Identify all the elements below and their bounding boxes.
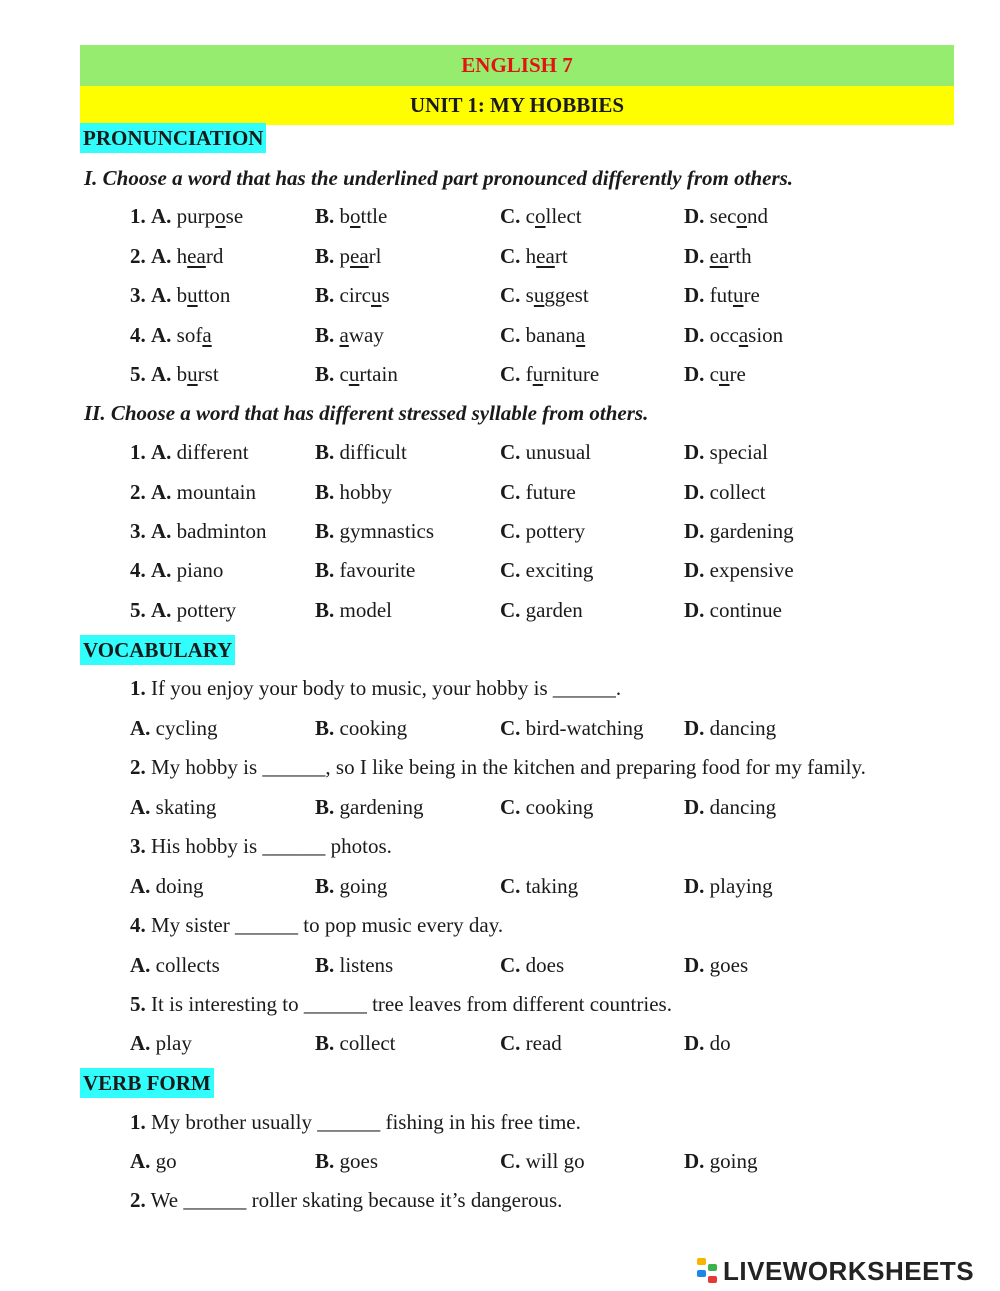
option-text: collect — [709, 480, 766, 504]
word-part: way — [348, 323, 384, 347]
answer-option[interactable] — [130, 480, 256, 505]
answer-option[interactable] — [500, 558, 593, 583]
option-text: continue — [709, 598, 782, 622]
underlined-part: a — [339, 323, 349, 347]
answer-option[interactable] — [130, 204, 243, 229]
option-letter: D. — [684, 558, 705, 582]
option-text: playing — [709, 874, 773, 898]
answer-option[interactable] — [684, 558, 794, 583]
option-letter: B. — [315, 953, 335, 977]
word-part: purp — [176, 204, 216, 228]
course-title: ENGLISH 7 — [461, 53, 573, 77]
question-text — [130, 834, 392, 859]
answer-option[interactable] — [500, 953, 564, 978]
underlined-part: u — [371, 283, 382, 307]
word-part: occ — [709, 323, 739, 347]
underlined-part: u — [187, 283, 198, 307]
question-stem: My hobby is ______, so I like being in the kitchen and preparing food for my family. — [151, 755, 866, 779]
option-letter: B. — [315, 323, 335, 347]
answer-option[interactable] — [684, 953, 748, 978]
word-part: rth — [728, 244, 752, 268]
option-letter: A. — [151, 323, 172, 347]
option-text: skating — [155, 795, 217, 819]
answer-option[interactable] — [500, 874, 578, 899]
answer-option[interactable] — [315, 323, 384, 348]
question-number: 3. — [130, 834, 146, 858]
option-letter: B. — [315, 1031, 335, 1055]
underlined-part: u — [533, 283, 545, 307]
option-letter: C. — [500, 716, 521, 740]
option-letter: D. — [684, 204, 705, 228]
option-text: mountain — [176, 480, 256, 504]
question-row — [0, 1031, 1000, 1061]
option-text: going — [709, 1149, 758, 1173]
option-text: does — [525, 953, 565, 977]
question-number: 4. — [130, 323, 146, 347]
option-letter: D. — [684, 953, 705, 977]
word-part: b — [339, 204, 351, 228]
word-part: sion — [748, 323, 784, 347]
question-number: 5. — [130, 992, 146, 1016]
answer-option[interactable] — [130, 519, 267, 544]
question-text — [130, 992, 672, 1017]
question-stem: My sister ______ to pop music every day. — [151, 913, 504, 937]
question-number: 2. — [130, 755, 146, 779]
word-part: f — [525, 362, 533, 386]
option-letter: B. — [315, 283, 335, 307]
option-letter: A. — [151, 598, 172, 622]
option-text: special — [709, 440, 768, 464]
option-letter: C. — [500, 440, 521, 464]
option-letter: D. — [684, 480, 705, 504]
option-text: will go — [525, 1149, 585, 1173]
option-text: different — [176, 440, 249, 464]
word-part: b — [176, 283, 188, 307]
option-letter: D. — [684, 362, 705, 386]
question-text — [130, 755, 866, 780]
question-row — [0, 204, 1000, 234]
word-part: re — [743, 283, 760, 307]
word-part: s — [525, 283, 534, 307]
underlined-part: u — [532, 362, 544, 386]
part1-instruction: I. Choose a word that has the underlined part pronounced differently from others. — [84, 166, 794, 190]
option-letter: B. — [315, 519, 335, 543]
option-text: goes — [709, 953, 749, 977]
answer-option[interactable] — [315, 440, 407, 465]
option-text: garden — [525, 598, 583, 622]
word-part: c — [709, 362, 719, 386]
word-part: sec — [709, 204, 737, 228]
underlined-part: ea — [350, 244, 369, 268]
option-letter: D. — [684, 519, 705, 543]
answer-option[interactable] — [684, 1149, 758, 1174]
option-text: piano — [176, 558, 224, 582]
answer-option[interactable] — [684, 440, 768, 465]
option-text: future — [525, 480, 576, 504]
option-text: expensive — [709, 558, 794, 582]
word-part: b — [176, 362, 188, 386]
option-text: exciting — [525, 558, 594, 582]
word-part: sof — [176, 323, 203, 347]
answer-option[interactable] — [315, 362, 398, 387]
word-part: rd — [205, 244, 224, 268]
option-letter: B. — [315, 244, 335, 268]
option-text: dancing — [709, 795, 777, 819]
answer-option[interactable] — [315, 598, 392, 623]
answer-option[interactable] — [130, 244, 223, 269]
option-text: do — [709, 1031, 731, 1055]
option-text: model — [339, 598, 393, 622]
option-text: doing — [155, 874, 204, 898]
word-part: llect — [545, 204, 582, 228]
option-letter: C. — [500, 204, 521, 228]
answer-option[interactable] — [315, 283, 390, 308]
option-letter: B. — [315, 1149, 335, 1173]
answer-option[interactable] — [500, 244, 568, 269]
question-row — [0, 244, 1000, 274]
question-row — [0, 953, 1000, 983]
question-row — [0, 283, 1000, 313]
answer-option[interactable] — [315, 1031, 395, 1056]
option-letter: B. — [315, 440, 335, 464]
word-part: s — [381, 283, 390, 307]
answer-option[interactable] — [684, 716, 776, 741]
option-letter: A. — [151, 558, 172, 582]
answer-option[interactable] — [500, 519, 585, 544]
word-part: p — [339, 244, 351, 268]
answer-option[interactable] — [684, 204, 768, 229]
question-row — [0, 598, 1000, 628]
question-stem: If you enjoy your body to music, your hobby is ______. — [151, 676, 622, 700]
answer-option[interactable] — [130, 440, 249, 465]
option-letter: C. — [500, 480, 521, 504]
option-text: read — [525, 1031, 562, 1055]
answer-option[interactable] — [500, 1031, 562, 1056]
option-letter: A. — [130, 716, 151, 740]
option-text: gardening — [339, 795, 424, 819]
underlined-part: u — [733, 283, 744, 307]
option-letter: D. — [684, 598, 705, 622]
option-letter: A. — [151, 244, 172, 268]
underlined-part: a — [202, 323, 212, 347]
option-letter: A. — [130, 953, 151, 977]
word-part: fut — [709, 283, 733, 307]
answer-option[interactable] — [315, 716, 407, 741]
question-number: 4. — [130, 913, 146, 937]
option-text: goes — [339, 1149, 379, 1173]
question-number: 1. — [130, 204, 146, 228]
question-stem: My brother usually ______ fishing in his free time. — [151, 1110, 581, 1134]
question-row — [0, 362, 1000, 392]
option-letter: B. — [315, 874, 335, 898]
option-text: gardening — [709, 519, 794, 543]
option-letter: B. — [315, 716, 335, 740]
pronunciation-heading: PRONUNCIATION — [80, 123, 266, 153]
question-stem: It is interesting to ______ tree leaves from different countries. — [151, 992, 672, 1016]
underlined-part: a — [575, 323, 586, 347]
answer-option[interactable] — [684, 362, 746, 387]
answer-option[interactable] — [130, 283, 230, 308]
option-letter: B. — [315, 558, 335, 582]
option-letter: C. — [500, 244, 521, 268]
option-text: favourite — [339, 558, 416, 582]
option-letter: D. — [684, 795, 705, 819]
option-letter: C. — [500, 1031, 521, 1055]
answer-option[interactable] — [500, 598, 583, 623]
course-title-band — [80, 45, 954, 86]
option-letter: A. — [130, 1031, 151, 1055]
option-letter: C. — [500, 558, 521, 582]
answer-option[interactable] — [500, 283, 589, 308]
underlined-part: ea — [187, 244, 206, 268]
question-number: 1. — [130, 1110, 146, 1134]
option-letter: D. — [684, 440, 705, 464]
option-text: collect — [339, 1031, 396, 1055]
answer-option[interactable] — [315, 1149, 378, 1174]
answer-option[interactable] — [684, 323, 783, 348]
option-text: dancing — [709, 716, 777, 740]
option-letter: C. — [500, 362, 521, 386]
word-part: rniture — [543, 362, 600, 386]
answer-option[interactable] — [315, 244, 382, 269]
question-row — [0, 558, 1000, 588]
answer-option[interactable] — [130, 795, 216, 820]
underlined-part: o — [215, 204, 226, 228]
option-text: cycling — [155, 716, 218, 740]
option-letter: A. — [130, 795, 151, 819]
option-letter: C. — [500, 1149, 521, 1173]
word-part: tton — [197, 283, 231, 307]
option-text: gymnastics — [339, 519, 435, 543]
question-number: 2. — [130, 480, 146, 504]
option-text: hobby — [339, 480, 393, 504]
option-letter: A. — [151, 519, 172, 543]
answer-option[interactable] — [315, 953, 393, 978]
liveworksheets-brand: LIVEWORKSHEETS — [723, 1255, 975, 1286]
answer-option[interactable] — [684, 795, 776, 820]
answer-option[interactable] — [130, 598, 236, 623]
option-letter: D. — [684, 323, 705, 347]
question-text — [130, 913, 503, 938]
unit-title: UNIT 1: MY HOBBIES — [409, 93, 625, 117]
word-part: c — [339, 362, 349, 386]
underlined-part: ea — [709, 244, 729, 268]
option-letter: B. — [315, 795, 335, 819]
option-text: play — [155, 1031, 192, 1055]
option-text: cooking — [525, 795, 594, 819]
question-row — [0, 716, 1000, 746]
question-row — [0, 480, 1000, 510]
option-text: unusual — [525, 440, 591, 464]
option-letter: B. — [315, 598, 335, 622]
word-part: ttle — [360, 204, 388, 228]
option-letter: D. — [684, 1031, 705, 1055]
option-text: bird-watching — [525, 716, 644, 740]
option-text: cooking — [339, 716, 408, 740]
vocabulary-heading: VOCABULARY — [80, 635, 235, 665]
answer-option[interactable] — [684, 480, 766, 505]
question-number: 3. — [130, 519, 146, 543]
word-part: rl — [368, 244, 382, 268]
answer-option[interactable] — [500, 1149, 585, 1174]
liveworksheets-logo-icon — [697, 1258, 719, 1284]
answer-option[interactable] — [315, 204, 387, 229]
answer-option[interactable] — [315, 558, 415, 583]
option-text: taking — [525, 874, 579, 898]
question-number: 1. — [130, 676, 146, 700]
answer-option[interactable] — [500, 323, 585, 348]
option-letter: C. — [500, 874, 521, 898]
question-text — [130, 1188, 562, 1213]
word-part: se — [225, 204, 244, 228]
question-text — [130, 676, 621, 701]
option-letter: B. — [315, 204, 335, 228]
word-part: re — [729, 362, 746, 386]
answer-option[interactable] — [130, 874, 204, 899]
option-text: collects — [155, 953, 220, 977]
verb-form-heading: VERB FORM — [80, 1068, 214, 1098]
answer-option[interactable] — [500, 362, 599, 387]
question-number: 2. — [130, 1188, 146, 1212]
answer-option[interactable] — [315, 795, 424, 820]
word-part: rtain — [359, 362, 398, 386]
answer-option[interactable] — [500, 440, 591, 465]
question-number: 5. — [130, 598, 146, 622]
question-row — [0, 1149, 1000, 1179]
question-row — [0, 795, 1000, 825]
option-letter: D. — [684, 283, 705, 307]
option-letter: D. — [684, 716, 705, 740]
answer-option[interactable] — [315, 480, 392, 505]
answer-option[interactable] — [130, 716, 217, 741]
unit-title-band — [80, 86, 954, 125]
answer-option[interactable] — [315, 519, 434, 544]
underlined-part: o — [736, 204, 747, 228]
option-letter: B. — [315, 480, 335, 504]
word-part: h — [525, 244, 537, 268]
word-part: h — [176, 244, 188, 268]
answer-option[interactable] — [500, 716, 643, 741]
word-part: nd — [747, 204, 768, 228]
answer-option[interactable] — [500, 480, 576, 505]
question-row — [0, 519, 1000, 549]
option-text: go — [155, 1149, 177, 1173]
answer-option[interactable] — [500, 795, 593, 820]
option-letter: A. — [151, 440, 172, 464]
answer-option[interactable] — [684, 283, 760, 308]
word-part: banan — [525, 323, 576, 347]
liveworksheets-logo — [697, 1256, 974, 1286]
question-stem: His hobby is ______ photos. — [151, 834, 392, 858]
option-letter: C. — [500, 283, 521, 307]
option-text: going — [339, 874, 388, 898]
option-letter: C. — [500, 795, 521, 819]
answer-option[interactable] — [130, 558, 223, 583]
option-text: badminton — [176, 519, 267, 543]
option-letter: A. — [130, 1149, 151, 1173]
answer-option[interactable] — [130, 1149, 177, 1174]
question-row — [0, 323, 1000, 353]
underlined-part: a — [738, 323, 749, 347]
option-letter: D. — [684, 1149, 705, 1173]
question-text — [130, 1110, 581, 1135]
answer-option[interactable] — [315, 874, 387, 899]
question-number: 4. — [130, 558, 146, 582]
question-number: 1. — [130, 440, 146, 464]
answer-option[interactable] — [684, 519, 794, 544]
option-letter: B. — [315, 362, 335, 386]
option-letter: A. — [151, 204, 172, 228]
option-letter: D. — [684, 874, 705, 898]
answer-option[interactable] — [684, 874, 773, 899]
question-stem: We ______ roller skating because it’s dangerous. — [150, 1188, 563, 1212]
answer-option[interactable] — [130, 362, 219, 387]
question-number: 2. — [130, 244, 146, 268]
answer-option[interactable] — [500, 204, 582, 229]
underlined-part: u — [719, 362, 730, 386]
answer-option[interactable] — [130, 953, 220, 978]
word-part: ggest — [544, 283, 589, 307]
option-letter: A. — [151, 283, 172, 307]
underlined-part: u — [348, 362, 360, 386]
option-text: difficult — [339, 440, 407, 464]
option-letter: C. — [500, 953, 521, 977]
part2-instruction: II. Choose a word that has different stressed syllable from others. — [84, 401, 649, 425]
option-text: listens — [339, 953, 394, 977]
question-number: 3. — [130, 283, 146, 307]
word-part: c — [525, 204, 535, 228]
option-letter: A. — [130, 874, 151, 898]
option-letter: C. — [500, 519, 521, 543]
option-letter: A. — [151, 362, 172, 386]
underlined-part: ea — [536, 244, 555, 268]
question-row — [0, 874, 1000, 904]
option-text: pottery — [176, 598, 237, 622]
answer-option[interactable] — [684, 244, 752, 269]
underlined-part: u — [187, 362, 198, 386]
underlined-part: o — [350, 204, 361, 228]
option-letter: D. — [684, 244, 705, 268]
word-part: circ — [339, 283, 371, 307]
answer-option[interactable] — [130, 323, 212, 348]
option-letter: A. — [151, 480, 172, 504]
option-text: pottery — [525, 519, 586, 543]
question-number: 5. — [130, 362, 146, 386]
answer-option[interactable] — [130, 1031, 192, 1056]
question-row — [0, 440, 1000, 470]
option-letter: C. — [500, 323, 521, 347]
answer-option[interactable] — [684, 1031, 731, 1056]
underlined-part: o — [535, 204, 546, 228]
answer-option[interactable] — [684, 598, 782, 623]
option-letter: C. — [500, 598, 521, 622]
word-part: rst — [197, 362, 219, 386]
word-part: rt — [554, 244, 568, 268]
